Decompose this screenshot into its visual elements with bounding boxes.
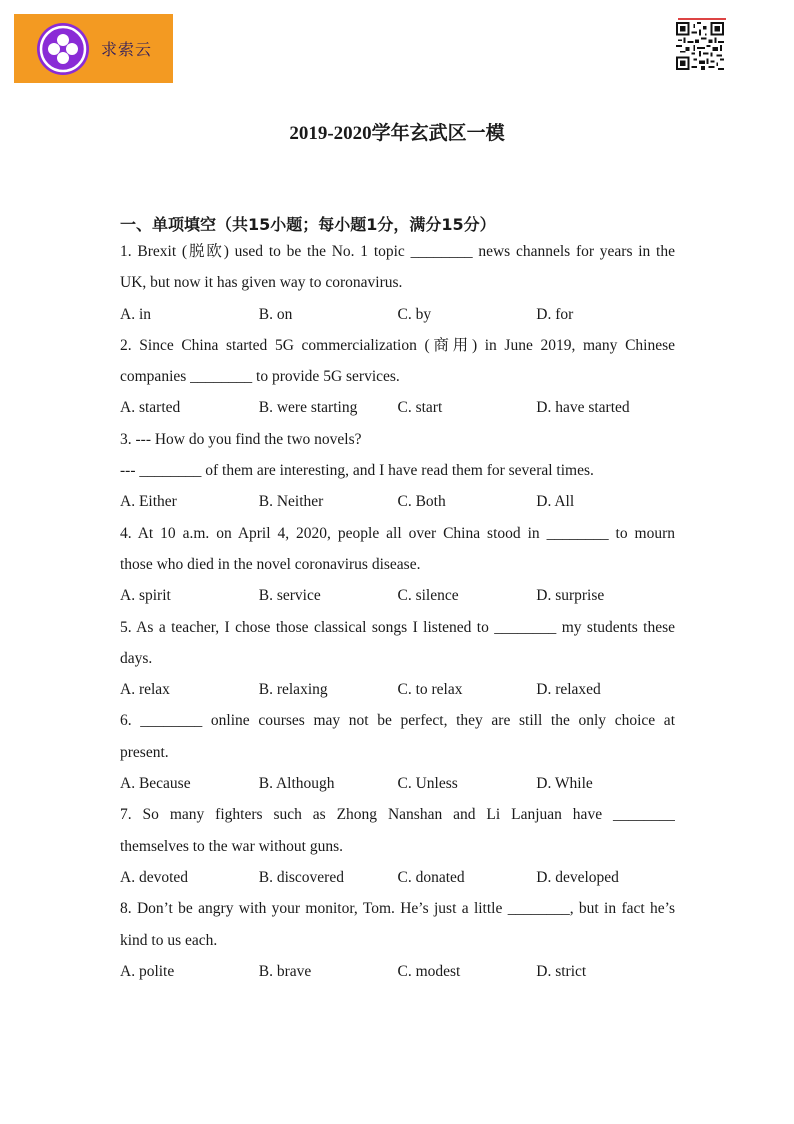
qr-code-icon	[676, 22, 724, 70]
question-item	[120, 612, 675, 706]
answer-options	[120, 674, 675, 705]
option-d: D. All	[536, 493, 575, 511]
answer-options	[120, 392, 675, 423]
option-a: A. Either	[120, 493, 177, 511]
option-b: B. discovered	[258, 868, 344, 886]
question-text: UK, but now it has given way to coronavirus.	[120, 274, 403, 292]
answer-options	[120, 299, 675, 330]
option-d: D. strict	[536, 962, 587, 980]
question-item	[120, 705, 675, 799]
option-a: A. spirit	[120, 587, 171, 605]
question-text: 2. Since China started 5G commercialization (商用) in June 2019, many Chinese	[120, 336, 675, 354]
option-c: C. by	[397, 305, 432, 323]
option-c: C. silence	[397, 587, 459, 605]
option-b: B. brave	[258, 962, 312, 980]
question-text: present.	[120, 743, 169, 761]
option-a: A. in	[120, 305, 151, 323]
question-item	[120, 424, 675, 518]
option-c: C. to relax	[397, 681, 463, 699]
question-item	[120, 799, 675, 893]
question-text: 6. ________ online courses may not be perfect, they are still the only choice at	[120, 712, 675, 730]
clover-logo-icon	[37, 23, 89, 75]
option-b: B. relaxing	[258, 681, 328, 699]
question-item	[120, 893, 675, 987]
question-text: 4. At 10 a.m. on April 4, 2020, people all over China stood in ________ to mourn	[120, 524, 675, 542]
section-heading: 一、单项填空（共15小题；每小题1分，满分15分）	[120, 215, 496, 234]
option-b: B. were starting	[258, 399, 358, 417]
answer-options	[120, 768, 675, 799]
option-d: D. for	[536, 305, 574, 323]
question-text: 8. Don’t be angry with your monitor, Tom. He’s just a little ________, but in fact he’s	[120, 900, 675, 918]
option-b: B. Neither	[258, 493, 324, 511]
option-d: D. have started	[536, 399, 630, 417]
question-text: themselves to the war without guns.	[120, 837, 343, 855]
option-c: C. start	[397, 399, 443, 417]
brand-logo	[14, 14, 173, 83]
option-d: D. While	[536, 775, 593, 793]
question-item	[120, 330, 675, 424]
question-text: companies ________ to provide 5G services.	[120, 368, 400, 386]
option-a: A. started	[120, 399, 181, 417]
question-item	[120, 518, 675, 612]
option-d: D. developed	[536, 868, 619, 886]
option-b: B. service	[258, 587, 321, 605]
option-c: C. Both	[397, 493, 446, 511]
question-text: 5. As a teacher, I chose those classical songs I listened to ________ my students these	[120, 618, 675, 636]
option-b: B. Although	[258, 775, 335, 793]
option-a: A. relax	[120, 681, 170, 699]
question-list	[120, 236, 675, 987]
option-a: A. Because	[120, 775, 191, 793]
question-text: 3. --- How do you find the two novels?	[120, 430, 362, 448]
option-c: C. modest	[397, 962, 461, 980]
option-b: B. on	[258, 305, 293, 323]
answer-options	[120, 580, 675, 611]
answer-options	[120, 956, 675, 987]
page-title: 2019-2020学年玄武区一模	[289, 123, 505, 144]
question-item	[120, 236, 675, 330]
option-d: D. relaxed	[536, 681, 601, 699]
brand-name: 求索云	[101, 40, 153, 59]
option-c: C. donated	[397, 868, 465, 886]
question-text: kind to us each.	[120, 931, 218, 949]
answer-options	[120, 862, 675, 893]
option-a: A. polite	[120, 962, 175, 980]
question-text: days.	[120, 649, 153, 667]
question-text: those who died in the novel coronavirus disease.	[120, 555, 421, 573]
question-text: 1. Brexit (脱欧) used to be the No. 1 topic ________ news channels for years in the	[120, 243, 675, 260]
question-text: --- ________ of them are interesting, and I have read them for several times.	[120, 462, 594, 480]
answer-options	[120, 486, 675, 517]
question-text: 7. So many fighters such as Zhong Nanshan and Li Lanjuan have ________	[120, 806, 675, 824]
option-a: A. devoted	[120, 868, 189, 886]
option-c: C. Unless	[397, 775, 458, 793]
option-d: D. surprise	[536, 587, 605, 605]
